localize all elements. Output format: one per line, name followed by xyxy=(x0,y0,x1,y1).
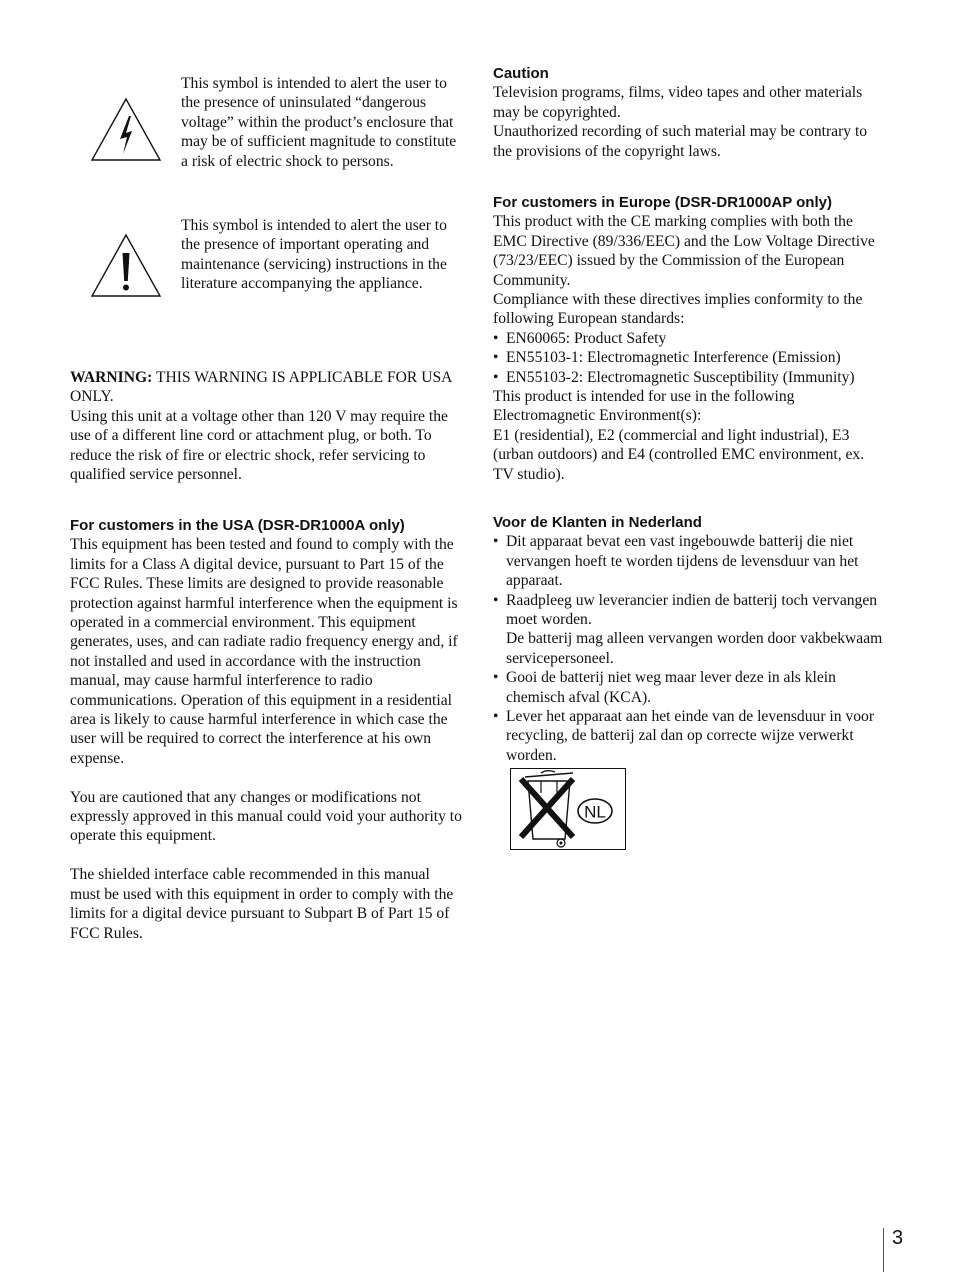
list-item-text: Raadpleeg uw leverancier indien de batterij toch vervangen moet worden. xyxy=(506,591,878,629)
usa-section xyxy=(70,516,462,943)
europe-heading: For customers in Europe (DSR-DR1000AP only) xyxy=(493,194,832,211)
europe-para-1: This product with the CE marking complies with both the EMC Directive (89/336/EEC) and the Low Voltage Directive (73/23/EEC) issued by the Commission of the European Community. xyxy=(493,213,875,289)
exclamation-symbol-text: This symbol is intended to alert the user to the presence of important operating and maintenance (servicing) instructions in the literature accompanying the appliance. xyxy=(181,217,447,293)
page-number-divider xyxy=(883,1228,884,1272)
list-item: • Dit apparaat bevat een vast ingebouwde batterij die niet vervangen hoeft te worden tijdens de levensduur van het apparaat. xyxy=(493,532,887,590)
caution-section xyxy=(493,64,887,161)
shock-symbol-text: This symbol is intended to alert the user to the presence of uninsulated “dangerous voltage” within the product’s enclosure that may be of sufficient magnitude to constitute a risk of electric shock to persons. xyxy=(181,75,457,170)
crossed-out-wheelie-bin-icon xyxy=(511,769,625,849)
caution-line-2: Unauthorized recording of such material may be contrary to the provisions of the copyright laws. xyxy=(493,123,868,160)
standards-list xyxy=(493,329,887,387)
list-item: • Lever het apparaat aan het einde van de levensduur in voor recycling, de batterij zal dan op correcte wijze verwerkt worden. xyxy=(493,707,887,765)
usa-para-1: This equipment has been tested and found to comply with the limits for a Class A digital device, pursuant to Part 15 of the FCC Rules. These limits are designed to provide reasonable protection against harmful interference when the equipment is operated in a commercial environment. This equipment generates, uses, and can radiate radio frequency energy and, if not installed and used in accordance with the instruction manual, may cause harmful interference to radio communications. Operation of this equipment in a residential area is likely to cause harmful interference in which case the user will be required to correct the interference at his own expense. xyxy=(70,536,458,767)
warning-label: WARNING: xyxy=(70,369,153,386)
nederland-list xyxy=(493,532,887,765)
nederland-heading: Voor de Klanten in Nederland xyxy=(493,514,702,531)
page-number: 3 xyxy=(892,1227,904,1249)
bin-nl-label: NL xyxy=(584,802,606,822)
europe-para-3: This product is intended for use in the following Electromagnetic Environment(s): xyxy=(493,388,795,425)
list-item: • Gooi de batterij niet weg maar lever deze in als klein chemisch afval (KCA). xyxy=(493,668,887,707)
europe-para-2: Compliance with these directives implies conformity to the following European standards: xyxy=(493,291,863,328)
list-item-extra: De batterij mag alleen vervangen worden door vakbekwaam servicepersoneel. xyxy=(506,630,883,667)
caution-heading: Caution xyxy=(493,65,549,82)
usa-para-3: The shielded interface cable recommended in this manual must be used with this equipment in order to comply with the limits for a digital device pursuant to Subpart B of Part 15 of FCC Rules. xyxy=(70,866,454,942)
list-item: • EN60065: Product Safety xyxy=(493,329,887,348)
lightning-warning-triangle-icon xyxy=(90,96,162,162)
recycling-symbol xyxy=(510,768,626,850)
usa-para-2: You are cautioned that any changes or modifications not expressly approved in this manual could void your authority to operate this equipment. xyxy=(70,788,462,845)
list-item xyxy=(493,591,887,669)
exclamation-warning-triangle-icon xyxy=(90,232,162,298)
list-item: • EN55103-1: Electromagnetic Interference (Emission) xyxy=(493,348,887,367)
usa-heading: For customers in the USA (DSR-DR1000A only) xyxy=(70,517,405,534)
list-item: • EN55103-2: Electromagnetic Susceptibility (Immunity) xyxy=(493,368,887,387)
warning-title-text: THIS WARNING IS APPLICABLE FOR USA ONLY. xyxy=(70,369,452,406)
europe-para-4: E1 (residential), E2 (commercial and light industrial), E3 (urban outdoors) and E4 (controlled EMC environment, ex. TV studio). xyxy=(493,426,865,483)
caution-line-1: Television programs, films, video tapes and other materials may be copyrighted. xyxy=(493,84,863,121)
warning-section xyxy=(70,368,462,484)
warning-title xyxy=(70,368,462,407)
europe-section xyxy=(493,193,887,484)
nederland-section xyxy=(493,513,887,765)
warning-body: Using this unit at a voltage other than 120 V may require the use of a different line cord or attachment plug, or both. To reduce the risk of fire or electric shock, refer servicing to qualified service personnel. xyxy=(70,407,448,484)
